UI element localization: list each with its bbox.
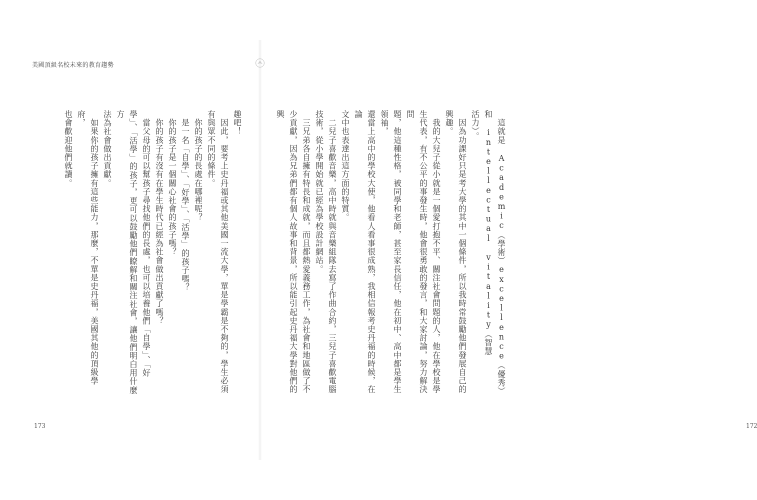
left-page <box>0 0 258 500</box>
right-page-number: 172 <box>746 423 757 430</box>
left-page-body-text: 趣吧！ 因此，要考上史丹福或其他美國一流大學，單是學霸是不夠的，學生必須 有與眾不同的條件。 你的孩子的長處在哪裡呢？ 是一名「自學」、「好學」、「活學」的孩子嗎？ 你的孩子是一個關心社會的孩子嗎？ 你的孩子有沒有在學生時代已經為社會做出貢獻了嗎？ 當父母的可以幫孩子尋找他們的長處，也可以培養他們「自學」、「好 學」、「活學」的孩子，更可以鼓勵他們瞭解和關注社會，讓他們明白用什麼方 法為社會做出貢獻。 如果你的孩子擁有這些能力，那麼，不單是史丹福，美國其他的頂級學府， 也會歡迎他們就讀。 <box>64 110 242 395</box>
left-page-number: 173 <box>34 423 46 430</box>
right-page-body-text: 這就是 Academic（學術）excellence（優秀）和 intellectual vitality（智慧 活力）。 因為功課好只是考大學的其中一個條件，所以我時常鼓勵他們發展自己的 興趣。 我的大兒子從小就是一個愛打抱不平、關注社會問題的人，他在學校是學 生代表，有不公平的事發生時，他會很勇敢的發言，和大家討論，努力解決問 題，他這種性格，被同學和老師，甚至家長信任，他在初中、高中都是學生領袖， 還當上高中的學校大使，他看人看事很成熟，我相信報考史丹福的時候，在論 文中也表達出這方面的特質。 二兒子喜歡音樂，高中時就與音樂組隊去寫了作曲合約，三兒子喜歡電腦 技術，從小學開始就已經為學校設計網站。 三兄弟各自擁有特長和成就，而且都熱愛義務工作，為社會和地區做了不 少貢獻，因為兄弟們都有個人故事和背景，所以能引起史丹福大學對他們的興 <box>276 110 506 396</box>
right-page <box>262 0 757 500</box>
running-head: 美國頂級名校未來的教育趨勢 <box>32 62 114 69</box>
